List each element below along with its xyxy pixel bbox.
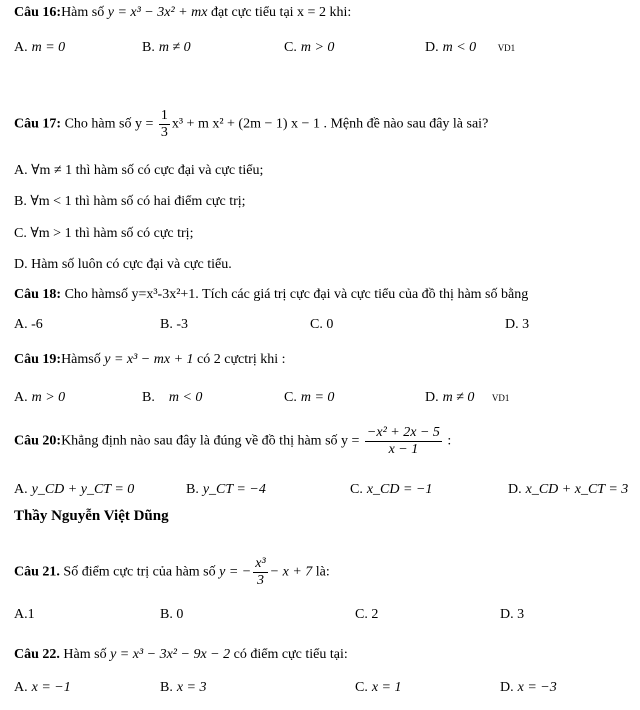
question-17-label: Câu 17: <box>14 116 62 132</box>
question-21-label: Câu 21. <box>14 564 60 580</box>
question-17-option-c[interactable]: C. ∀m > 1 thì hàm số có cực trị; <box>14 226 194 241</box>
difficulty-tag: VD1 <box>497 43 516 53</box>
question-17-option-a[interactable]: A. ∀m ≠ 1 thì hàm số có cực đại và cực tiểu; <box>14 163 264 178</box>
question-22-label: Câu 22. <box>14 647 60 662</box>
question-20-option-d[interactable]: D. x_CD + x_CT = 3 <box>508 482 629 497</box>
question-20-option-a[interactable]: A. y_CD + y_CT = 0 <box>14 482 135 497</box>
question-17-option-d[interactable]: D. Hàm số luôn có cực đại và cực tiểu. <box>14 257 232 272</box>
question-17-option-b[interactable]: B. ∀m < 1 thì hàm số có hai điểm cực trị; <box>14 194 246 209</box>
question-22-stem: Câu 22. Hàm số y = x³ − 3x² − 9x − 2 có điểm cực tiểu tại: <box>14 647 348 662</box>
question-20-option-c[interactable]: C. x_CD = −1 <box>350 482 433 497</box>
question-16-option-d[interactable]: D. m < 0 VD1 <box>425 40 516 55</box>
question-21-option-b[interactable]: B. 0 <box>160 607 184 622</box>
question-17-formula: x³ + m x² + (2m − 1) x − 1 <box>171 116 320 132</box>
author-heading: Thầy Nguyễn Việt Dũng <box>14 508 169 524</box>
question-18-option-b[interactable]: B. -3 <box>160 317 188 332</box>
question-20-stem: Câu 20:Khẳng định nào sau đây là đúng về đồ thị hàm số y = $\frac{\text{−x² + 2x − 5}}{x - 1}$ : <box>14 425 452 457</box>
question-21-stem: Câu 21. Số điểm cực trị của hàm số y = − $\frac{\text{x³}}{3}$ − x + 7 là: <box>14 556 330 588</box>
question-16-option-b[interactable]: B. m ≠ 0 <box>142 40 191 55</box>
question-22-option-b[interactable]: B. x = 3 <box>160 680 207 695</box>
question-20-fraction: $\frac{\text{−x² + 2x − 5}}{x - 1}$ <box>366 425 440 457</box>
question-18-option-d[interactable]: D. 3 <box>505 317 530 332</box>
difficulty-tag: VD1 <box>491 393 510 403</box>
question-20-option-b[interactable]: B. y_CT = −4 <box>186 482 266 497</box>
question-16-option-c[interactable]: C. m > 0 <box>284 40 335 55</box>
question-16-stem: Câu 16:Hàm số y = x³ − 3x² + mx đạt cực tiểu tại x = 2 khi: <box>14 5 352 20</box>
question-22-option-d[interactable]: D. x = −3 <box>500 680 557 695</box>
question-22-formula: y = x³ − 3x² − 9x − 2 <box>110 647 231 662</box>
question-21-option-a[interactable]: A.1 <box>14 607 35 622</box>
question-19-option-b[interactable]: B. m < 0 <box>142 390 203 405</box>
question-17-stem: Câu 17: Cho hàm số y = $\frac{1}{3}$ x³ + m x² + (2m − 1) x − 1 . Mệnh đề nào sau đây là sai? <box>14 108 489 140</box>
question-19-label: Câu 19: <box>14 352 62 367</box>
question-18-stem: Câu 18: Cho hàmsố y=x³-3x²+1. Tích các giá trị cực đại và cực tiểu của đồ thị hàm số bằng <box>14 287 529 302</box>
question-18-option-a[interactable]: A. -6 <box>14 317 43 332</box>
question-21-option-c[interactable]: C. 2 <box>355 607 379 622</box>
question-16-formula: y = x³ − 3x² + mx <box>107 5 208 20</box>
question-19-option-a[interactable]: A. m > 0 <box>14 390 66 405</box>
question-19-option-d[interactable]: D. m ≠ 0 VD1 <box>425 390 510 405</box>
question-21-fraction: $\frac{\text{x³}}{3}$ <box>255 556 266 588</box>
question-18-label: Câu 18: <box>14 287 62 302</box>
question-22-option-c[interactable]: C. x = 1 <box>355 680 402 695</box>
question-18-option-c[interactable]: C. 0 <box>310 317 334 332</box>
question-16-option-a[interactable]: A. m = 0 <box>14 40 66 55</box>
question-17-fraction: $\frac{1}{3}$ <box>160 108 168 140</box>
question-22-option-a[interactable]: A. x = −1 <box>14 680 71 695</box>
question-21-option-d[interactable]: D. 3 <box>500 607 525 622</box>
question-19-stem: Câu 19:Hàmsố y = x³ − mx + 1 có 2 cựctrị khi : <box>14 352 286 367</box>
question-19-option-c[interactable]: C. m = 0 <box>284 390 335 405</box>
question-20-label: Câu 20: <box>14 433 62 449</box>
question-19-formula: y = x³ − mx + 1 <box>104 352 194 367</box>
question-16-label: Câu 16: <box>14 5 62 20</box>
